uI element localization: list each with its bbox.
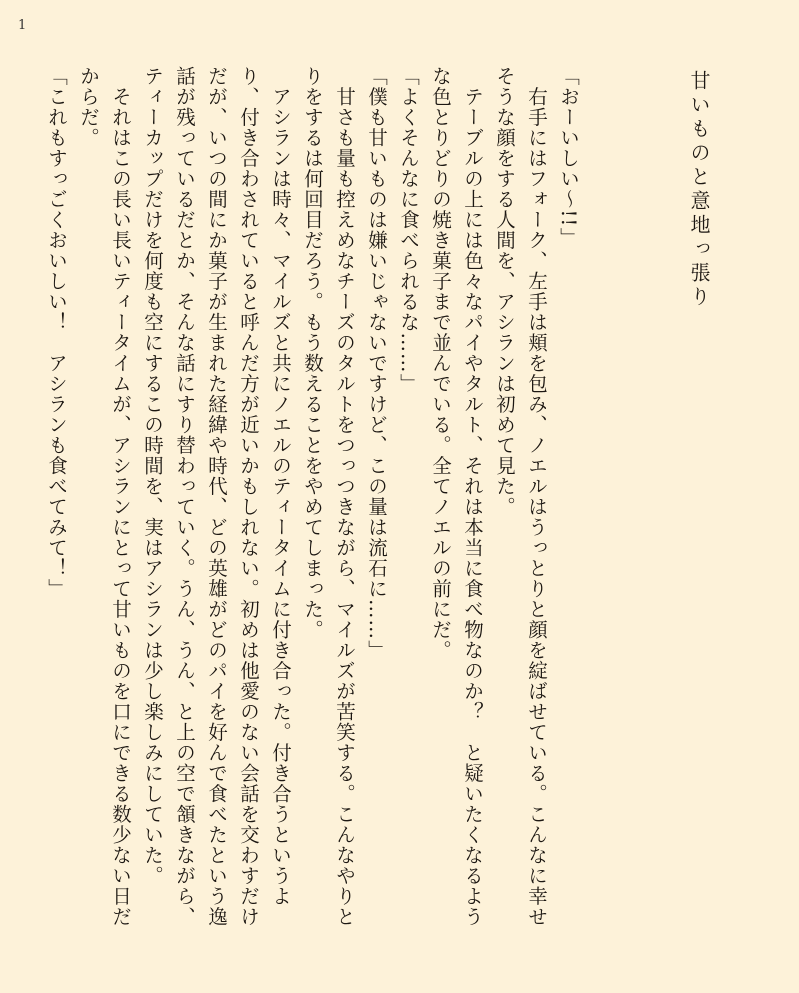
page-number: 1	[18, 18, 27, 33]
paragraph: 「これもすっごくおいしい！ アシランも食べてみて！」	[45, 66, 68, 599]
paragraph: アシランは時々、マイルズと共にノエルのティータイムに付き合った。付き合うというより、付き合わされていると呼んだ方が近いかもしれない。初めは他愛のない会話を交わすだけだが、いつの間にか菓子が生まれた経緯や時代、どの英雄がどのパイを好んで食べたという逸話が残っているだとか、そんな話にすり替わっていく。うん、うん、と上の空で頷きながら、ティーカップだけを何度も空にするこの時間を、実はアシランは少し楽しみにしていた。	[141, 66, 292, 927]
paragraph: それはこの長い長いティータイムが、アシランにとって甘いものを口にできる数少ない日だからだ。	[77, 66, 132, 927]
paragraph: 「よくそんなに食べられるな……」	[397, 66, 420, 394]
chapter-title: 甘いものと意地っ張り	[687, 70, 711, 310]
paragraph: テーブルの上には色々なパイやタルト、それは本当に食べ物なのか？ と疑いたくなるような色とりどりの焼き菓子まで並んでいる。全てノエルの前にだ。	[429, 66, 484, 927]
paragraph: 「僕も甘いものは嫌いじゃないですけど、この量は流石に……」	[365, 66, 388, 661]
paragraph: 甘さも量も控えめなチーズのタルトをつっつきながら、マイルズが苦笑する。こんなやりとりをするは何回目だろう。もう数えることをやめてしまった。	[301, 66, 356, 927]
paragraph: 右手にはフォーク、左手は頬を包み、ノエルはうっとりと顔を綻ばせている。こんなに幸せそうな顔をする人間を、アシランは初めて見た。	[493, 66, 548, 927]
paragraph: 「おーいしい〜!!」	[557, 66, 580, 248]
body-text	[40, 66, 584, 936]
